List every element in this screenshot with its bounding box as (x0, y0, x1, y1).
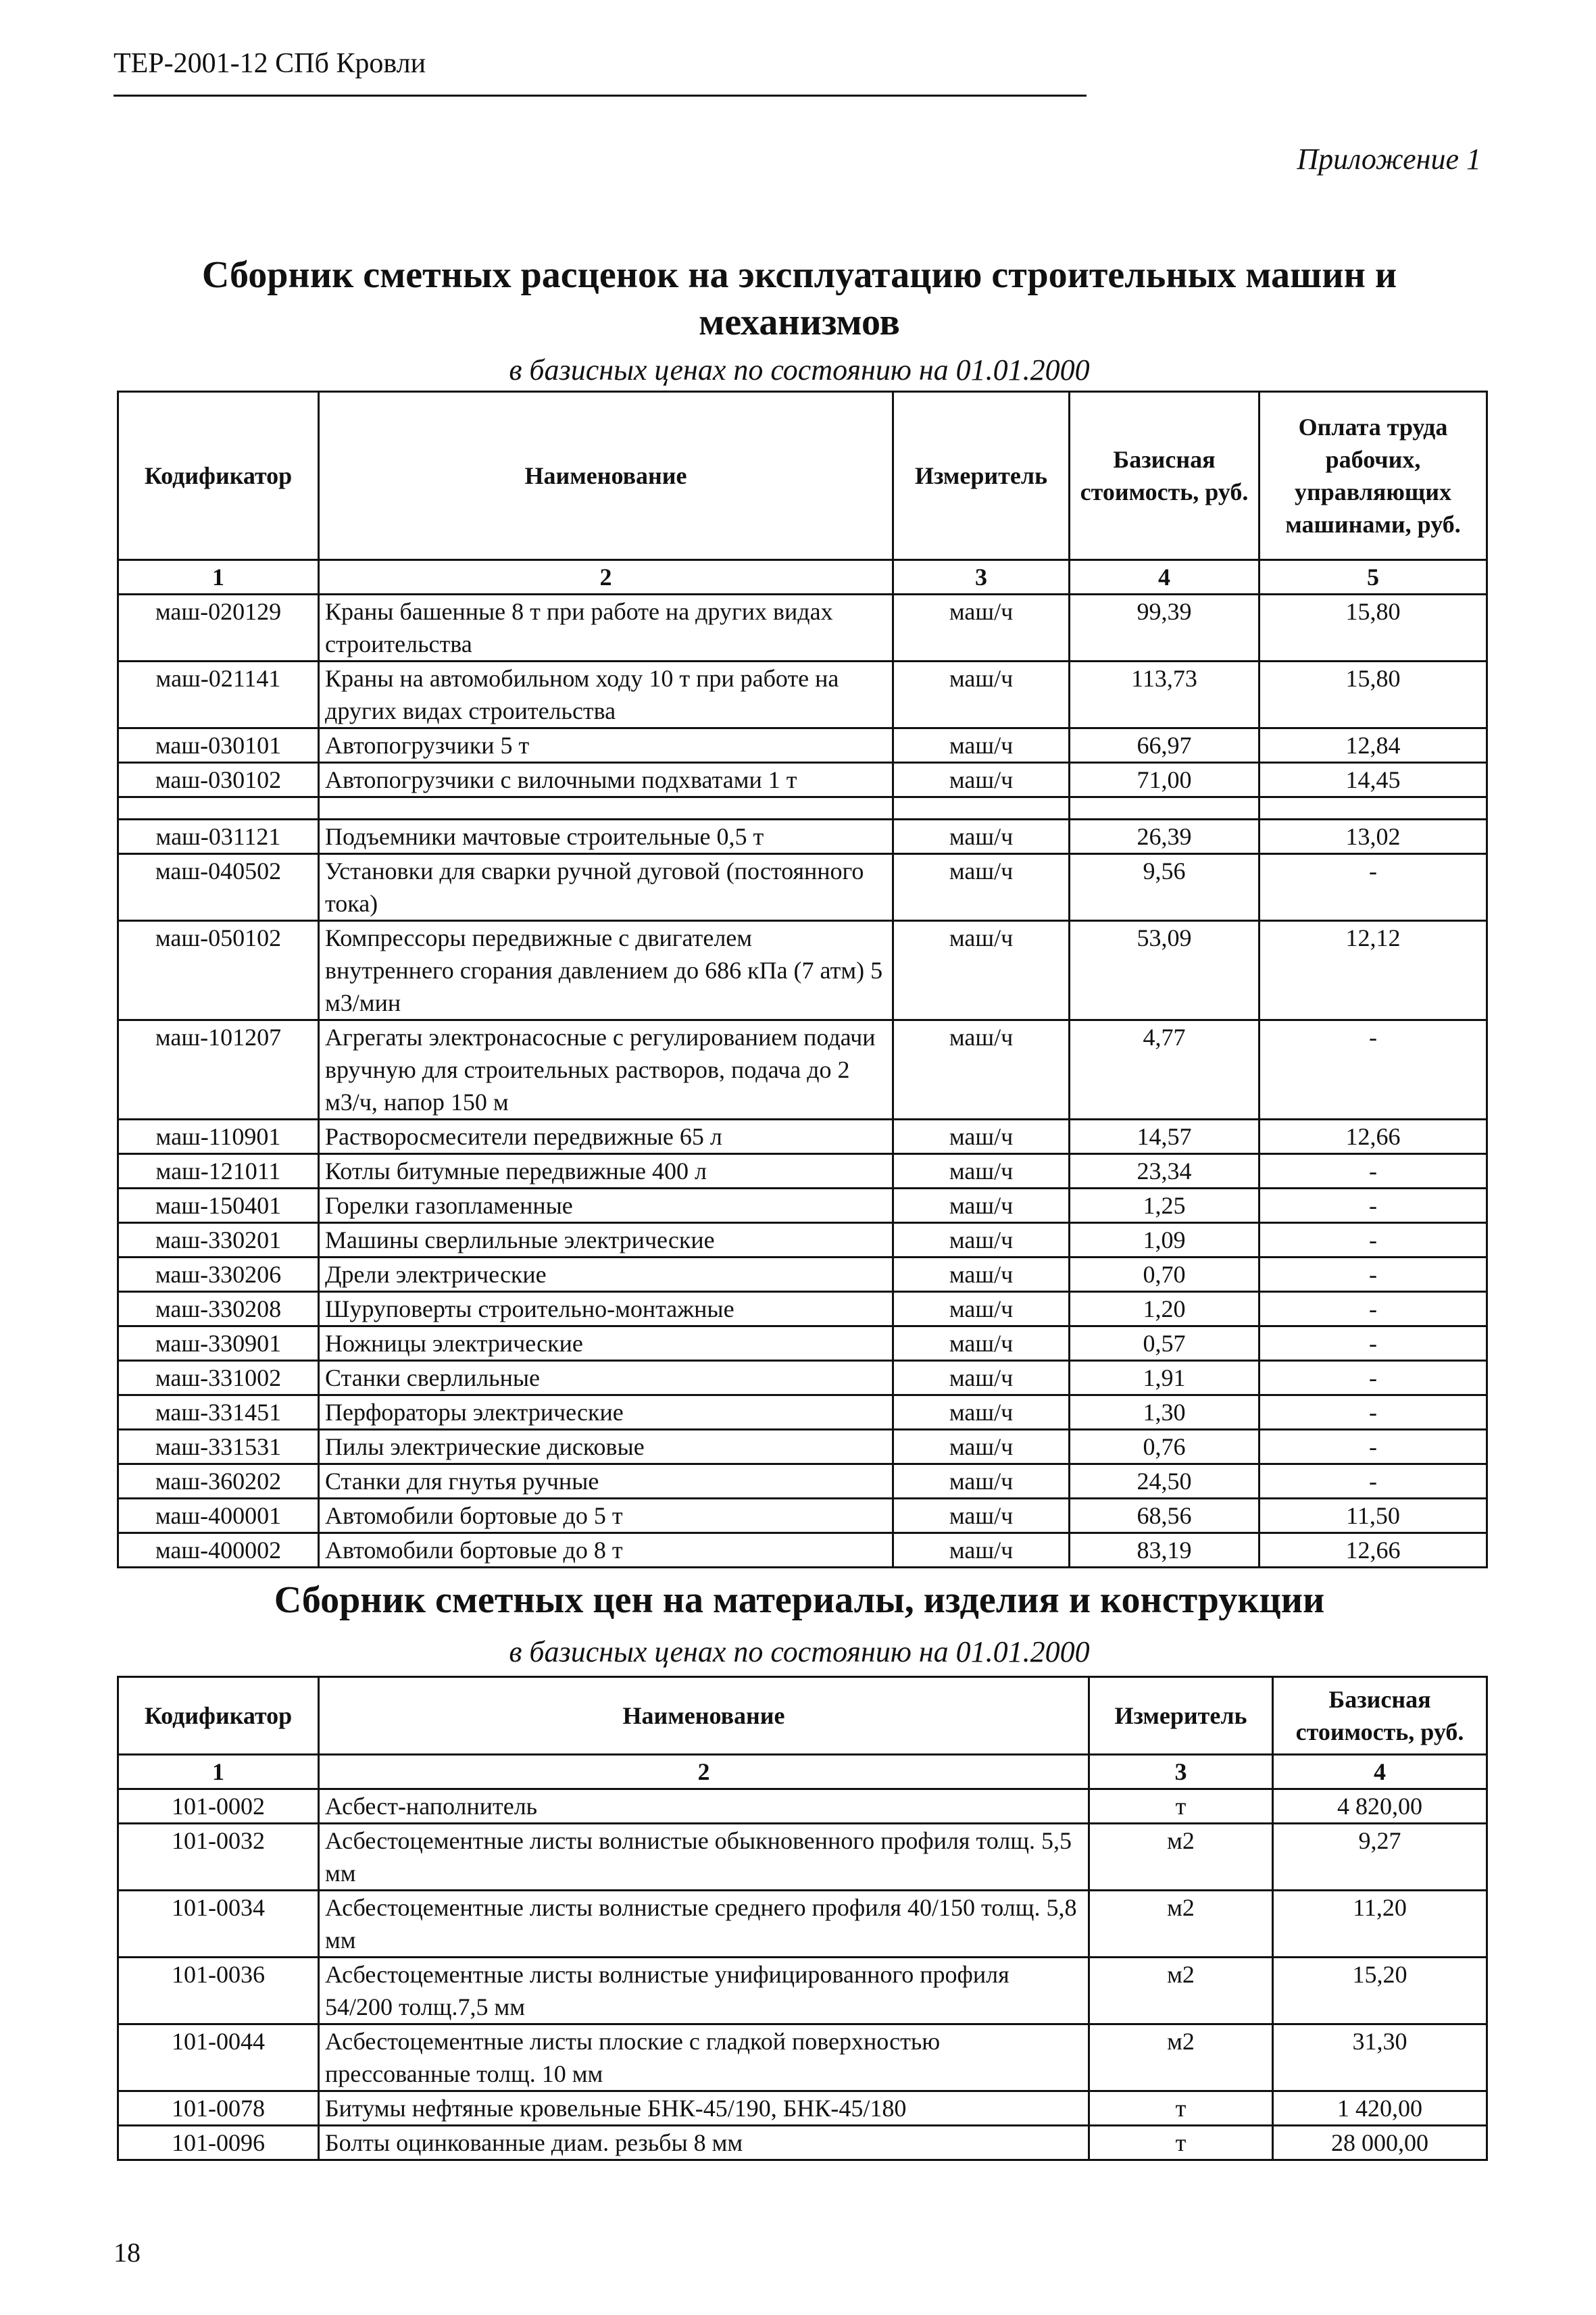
machines-table (117, 391, 1488, 1568)
table-row (118, 1499, 1487, 1533)
cost-cell: 11,20 (1273, 1891, 1487, 1958)
header-rule (114, 95, 1087, 97)
cost-cell: 1,91 (1070, 1361, 1260, 1395)
labor-cell: 12,66 (1260, 1533, 1487, 1568)
code-cell: маш-330201 (118, 1223, 319, 1258)
name-cell: Ножницы электрические (319, 1326, 893, 1361)
table-row (118, 1824, 1487, 1891)
name-cell: Краны на автомобильном ходу 10 т при работе на других видах строительства (319, 662, 893, 728)
labor-cell: - (1260, 1395, 1487, 1430)
cost-cell: 0,57 (1070, 1326, 1260, 1361)
table-row (118, 921, 1487, 1020)
code-cell: маш-150401 (118, 1189, 319, 1223)
name-cell: Подъемники мачтовые строительные 0,5 т (319, 820, 893, 854)
name-cell: Автомобили бортовые до 8 т (319, 1533, 893, 1568)
column-header-name: Наименование (319, 1677, 1089, 1755)
column-header-code: Кодификатор (118, 1677, 319, 1755)
name-cell: Асбестоцементные листы волнистые обыкновенного профиля толщ. 5,5 мм (319, 1824, 1089, 1891)
cost-cell: 99,39 (1070, 595, 1260, 662)
cost-cell: 4,77 (1070, 1020, 1260, 1120)
unit-cell: маш/ч (893, 763, 1070, 797)
cost-cell: 1,09 (1070, 1223, 1260, 1258)
code-cell: маш-330206 (118, 1258, 319, 1292)
code-cell: маш-101207 (118, 1020, 319, 1120)
code-cell: 101-0078 (118, 2091, 319, 2126)
table-row (118, 763, 1487, 797)
table-row (118, 1789, 1487, 1824)
labor-cell: - (1260, 1189, 1487, 1223)
unit-cell: маш/ч (893, 1223, 1070, 1258)
unit-cell: маш/ч (893, 1189, 1070, 1223)
table-row (118, 595, 1487, 662)
table-row (118, 1533, 1487, 1568)
materials-section-title: Сборник сметных цен на материалы, изделия и конструкции (274, 1579, 1325, 1621)
unit-cell: маш/ч (893, 1258, 1070, 1292)
name-cell: Краны башенные 8 т при работе на других видах строительства (319, 595, 893, 662)
cost-cell: 66,97 (1070, 728, 1260, 763)
labor-cell: - (1260, 1326, 1487, 1361)
code-cell: 101-0036 (118, 1958, 319, 2024)
materials-table (117, 1676, 1488, 2161)
name-cell: Автомобили бортовые до 5 т (319, 1499, 893, 1533)
cost-cell: 9,56 (1070, 854, 1260, 921)
code-cell: маш-360202 (118, 1464, 319, 1499)
labor-cell: 12,12 (1260, 921, 1487, 1020)
unit-cell: т (1089, 2126, 1273, 2160)
table-row (118, 1891, 1487, 1958)
unit-cell: маш/ч (893, 921, 1070, 1020)
unit-cell: маш/ч (893, 1499, 1070, 1533)
code-cell: маш-331531 (118, 1430, 319, 1464)
unit-cell: м2 (1089, 2024, 1273, 2091)
unit-cell: маш/ч (893, 1464, 1070, 1499)
unit-cell: маш/ч (893, 854, 1070, 921)
cost-cell: 26,39 (1070, 820, 1260, 854)
unit-cell: маш/ч (893, 728, 1070, 763)
code-cell: маш-400001 (118, 1499, 319, 1533)
cost-cell: 68,56 (1070, 1499, 1260, 1533)
unit-cell: маш/ч (893, 820, 1070, 854)
unit-cell: м2 (1089, 1891, 1273, 1958)
table-spacer-row (118, 797, 1487, 820)
code-cell: маш-121011 (118, 1154, 319, 1189)
table-row (118, 1189, 1487, 1223)
labor-cell: 15,80 (1260, 595, 1487, 662)
name-cell: Битумы нефтяные кровельные БНК-45/190, БНК-45/180 (319, 2091, 1089, 2126)
column-number: 3 (1089, 1755, 1273, 1789)
cost-cell: 23,34 (1070, 1154, 1260, 1189)
cost-cell: 71,00 (1070, 763, 1260, 797)
table-row (118, 1361, 1487, 1395)
unit-cell: маш/ч (893, 1533, 1070, 1568)
code-cell: маш-400002 (118, 1533, 319, 1568)
name-cell: Дрели электрические (319, 1258, 893, 1292)
column-number: 3 (893, 560, 1070, 595)
machines-section-subtitle: в базисных ценах по состоянию на 01.01.2000 (509, 353, 1090, 387)
labor-cell: - (1260, 1361, 1487, 1395)
cost-cell: 83,19 (1070, 1533, 1260, 1568)
column-header-code: Кодификатор (118, 392, 319, 560)
code-cell: маш-031121 (118, 820, 319, 854)
column-number: 2 (319, 1755, 1089, 1789)
code-cell: маш-330901 (118, 1326, 319, 1361)
column-header-unit: Измеритель (1089, 1677, 1273, 1755)
column-header-cost: Базисная стоимость, руб. (1273, 1677, 1487, 1755)
column-number: 4 (1273, 1755, 1487, 1789)
table-row (118, 2126, 1487, 2160)
column-number: 1 (118, 1755, 319, 1789)
machines-section-title: Сборник сметных расценок на эксплуатацию строительных машин и механизмов (201, 254, 1397, 343)
code-cell: 101-0044 (118, 2024, 319, 2091)
unit-cell: маш/ч (893, 1120, 1070, 1154)
table-row (118, 1120, 1487, 1154)
cost-cell: 0,76 (1070, 1430, 1260, 1464)
unit-cell: маш/ч (893, 1326, 1070, 1361)
name-cell: Котлы битумные передвижные 400 л (319, 1154, 893, 1189)
table-row (118, 1395, 1487, 1430)
table-row (118, 1258, 1487, 1292)
cost-cell: 31,30 (1273, 2024, 1487, 2091)
unit-cell: маш/ч (893, 1430, 1070, 1464)
code-cell: маш-040502 (118, 854, 319, 921)
table-row (118, 1430, 1487, 1464)
unit-cell: т (1089, 2091, 1273, 2126)
cost-cell: 113,73 (1070, 662, 1260, 728)
name-cell: Шуруповерты строительно-монтажные (319, 1292, 893, 1326)
code-cell: маш-330208 (118, 1292, 319, 1326)
code-cell: маш-331002 (118, 1361, 319, 1395)
running-header: ТЕР-2001-12 СПб Кровли (114, 48, 426, 79)
table-row (118, 820, 1487, 854)
labor-cell: 12,84 (1260, 728, 1487, 763)
table-row (118, 2091, 1487, 2126)
name-cell: Асбестоцементные листы волнистые среднего профиля 40/150 толщ. 5,8 мм (319, 1891, 1089, 1958)
name-cell: Автопогрузчики с вилочными подхватами 1 т (319, 763, 893, 797)
cost-cell: 14,57 (1070, 1120, 1260, 1154)
unit-cell: м2 (1089, 1824, 1273, 1891)
name-cell: Станки сверлильные (319, 1361, 893, 1395)
table-row (118, 1464, 1487, 1499)
labor-cell: 12,66 (1260, 1120, 1487, 1154)
labor-cell: 14,45 (1260, 763, 1487, 797)
name-cell: Асбестоцементные листы плоские с гладкой поверхностью прессованные толщ. 10 мм (319, 2024, 1089, 2091)
cost-cell: 53,09 (1070, 921, 1260, 1020)
materials-section-subtitle: в базисных ценах по состоянию на 01.01.2000 (509, 1635, 1090, 1668)
code-cell: маш-020129 (118, 595, 319, 662)
code-cell: маш-030101 (118, 728, 319, 763)
cost-cell: 24,50 (1070, 1464, 1260, 1499)
labor-cell: - (1260, 1464, 1487, 1499)
cost-cell: 1,20 (1070, 1292, 1260, 1326)
cost-cell: 1,25 (1070, 1189, 1260, 1223)
name-cell: Станки для гнутья ручные (319, 1464, 893, 1499)
unit-cell: маш/ч (893, 1361, 1070, 1395)
labor-cell: 15,80 (1260, 662, 1487, 728)
table-row (118, 1223, 1487, 1258)
table-row (118, 2024, 1487, 2091)
unit-cell: маш/ч (893, 595, 1070, 662)
column-number: 5 (1260, 560, 1487, 595)
name-cell: Машины сверлильные электрические (319, 1223, 893, 1258)
unit-cell: маш/ч (893, 1292, 1070, 1326)
labor-cell: - (1260, 854, 1487, 921)
code-cell: маш-030102 (118, 763, 319, 797)
unit-cell: т (1089, 1789, 1273, 1824)
name-cell: Установки для сварки ручной дуговой (постоянного тока) (319, 854, 893, 921)
code-cell: 101-0002 (118, 1789, 319, 1824)
name-cell: Пилы электрические дисковые (319, 1430, 893, 1464)
code-cell: маш-050102 (118, 921, 319, 1020)
column-number: 1 (118, 560, 319, 595)
table-row (118, 1958, 1487, 2024)
column-number: 2 (319, 560, 893, 595)
name-cell: Асбест-наполнитель (319, 1789, 1089, 1824)
labor-cell: - (1260, 1258, 1487, 1292)
name-cell: Перфораторы электрические (319, 1395, 893, 1430)
unit-cell: маш/ч (893, 662, 1070, 728)
labor-cell: 11,50 (1260, 1499, 1487, 1533)
table-row (118, 1154, 1487, 1189)
name-cell: Растворосмесители передвижные 65 л (319, 1120, 893, 1154)
column-header-name: Наименование (319, 392, 893, 560)
cost-cell: 1,30 (1070, 1395, 1260, 1430)
code-cell: 101-0096 (118, 2126, 319, 2160)
appendix-label: Приложение 1 (1297, 143, 1481, 176)
labor-cell: - (1260, 1292, 1487, 1326)
cost-cell: 15,20 (1273, 1958, 1487, 2024)
unit-cell: маш/ч (893, 1020, 1070, 1120)
code-cell: 101-0034 (118, 1891, 319, 1958)
column-header-labor: Оплата труда рабочих, управляющих машинами, руб. (1260, 392, 1487, 560)
code-cell: 101-0032 (118, 1824, 319, 1891)
table-row (118, 1292, 1487, 1326)
cost-cell: 9,27 (1273, 1824, 1487, 1891)
column-header-cost: Базисная стоимость, руб. (1070, 392, 1260, 560)
labor-cell: - (1260, 1430, 1487, 1464)
table-row (118, 1326, 1487, 1361)
labor-cell: - (1260, 1020, 1487, 1120)
table-row (118, 854, 1487, 921)
labor-cell: 13,02 (1260, 820, 1487, 854)
unit-cell: маш/ч (893, 1154, 1070, 1189)
page-number: 18 (114, 2237, 141, 2268)
code-cell: маш-331451 (118, 1395, 319, 1430)
cost-cell: 4 820,00 (1273, 1789, 1487, 1824)
table-row (118, 1020, 1487, 1120)
unit-cell: маш/ч (893, 1395, 1070, 1430)
column-number: 4 (1070, 560, 1260, 595)
cost-cell: 1 420,00 (1273, 2091, 1487, 2126)
name-cell: Горелки газопламенные (319, 1189, 893, 1223)
column-header-unit: Измеритель (893, 392, 1070, 560)
table-row (118, 662, 1487, 728)
labor-cell: - (1260, 1223, 1487, 1258)
code-cell: маш-110901 (118, 1120, 319, 1154)
cost-cell: 0,70 (1070, 1258, 1260, 1292)
code-cell: маш-021141 (118, 662, 319, 728)
unit-cell: м2 (1089, 1958, 1273, 2024)
table-row (118, 728, 1487, 763)
name-cell: Компрессоры передвижные с двигателем внутреннего сгорания давлением до 686 кПа (7 атм) 5 м3/мин (319, 921, 893, 1020)
name-cell: Асбестоцементные листы волнистые унифицированного профиля 54/200 толщ.7,5 мм (319, 1958, 1089, 2024)
labor-cell: - (1260, 1154, 1487, 1189)
cost-cell: 28 000,00 (1273, 2126, 1487, 2160)
name-cell: Болты оцинкованные диам. резьбы 8 мм (319, 2126, 1089, 2160)
name-cell: Агрегаты электронасосные с регулированием подачи вручную для строительных растворов, подача до 2 м3/ч, напор 150 м (319, 1020, 893, 1120)
name-cell: Автопогрузчики 5 т (319, 728, 893, 763)
